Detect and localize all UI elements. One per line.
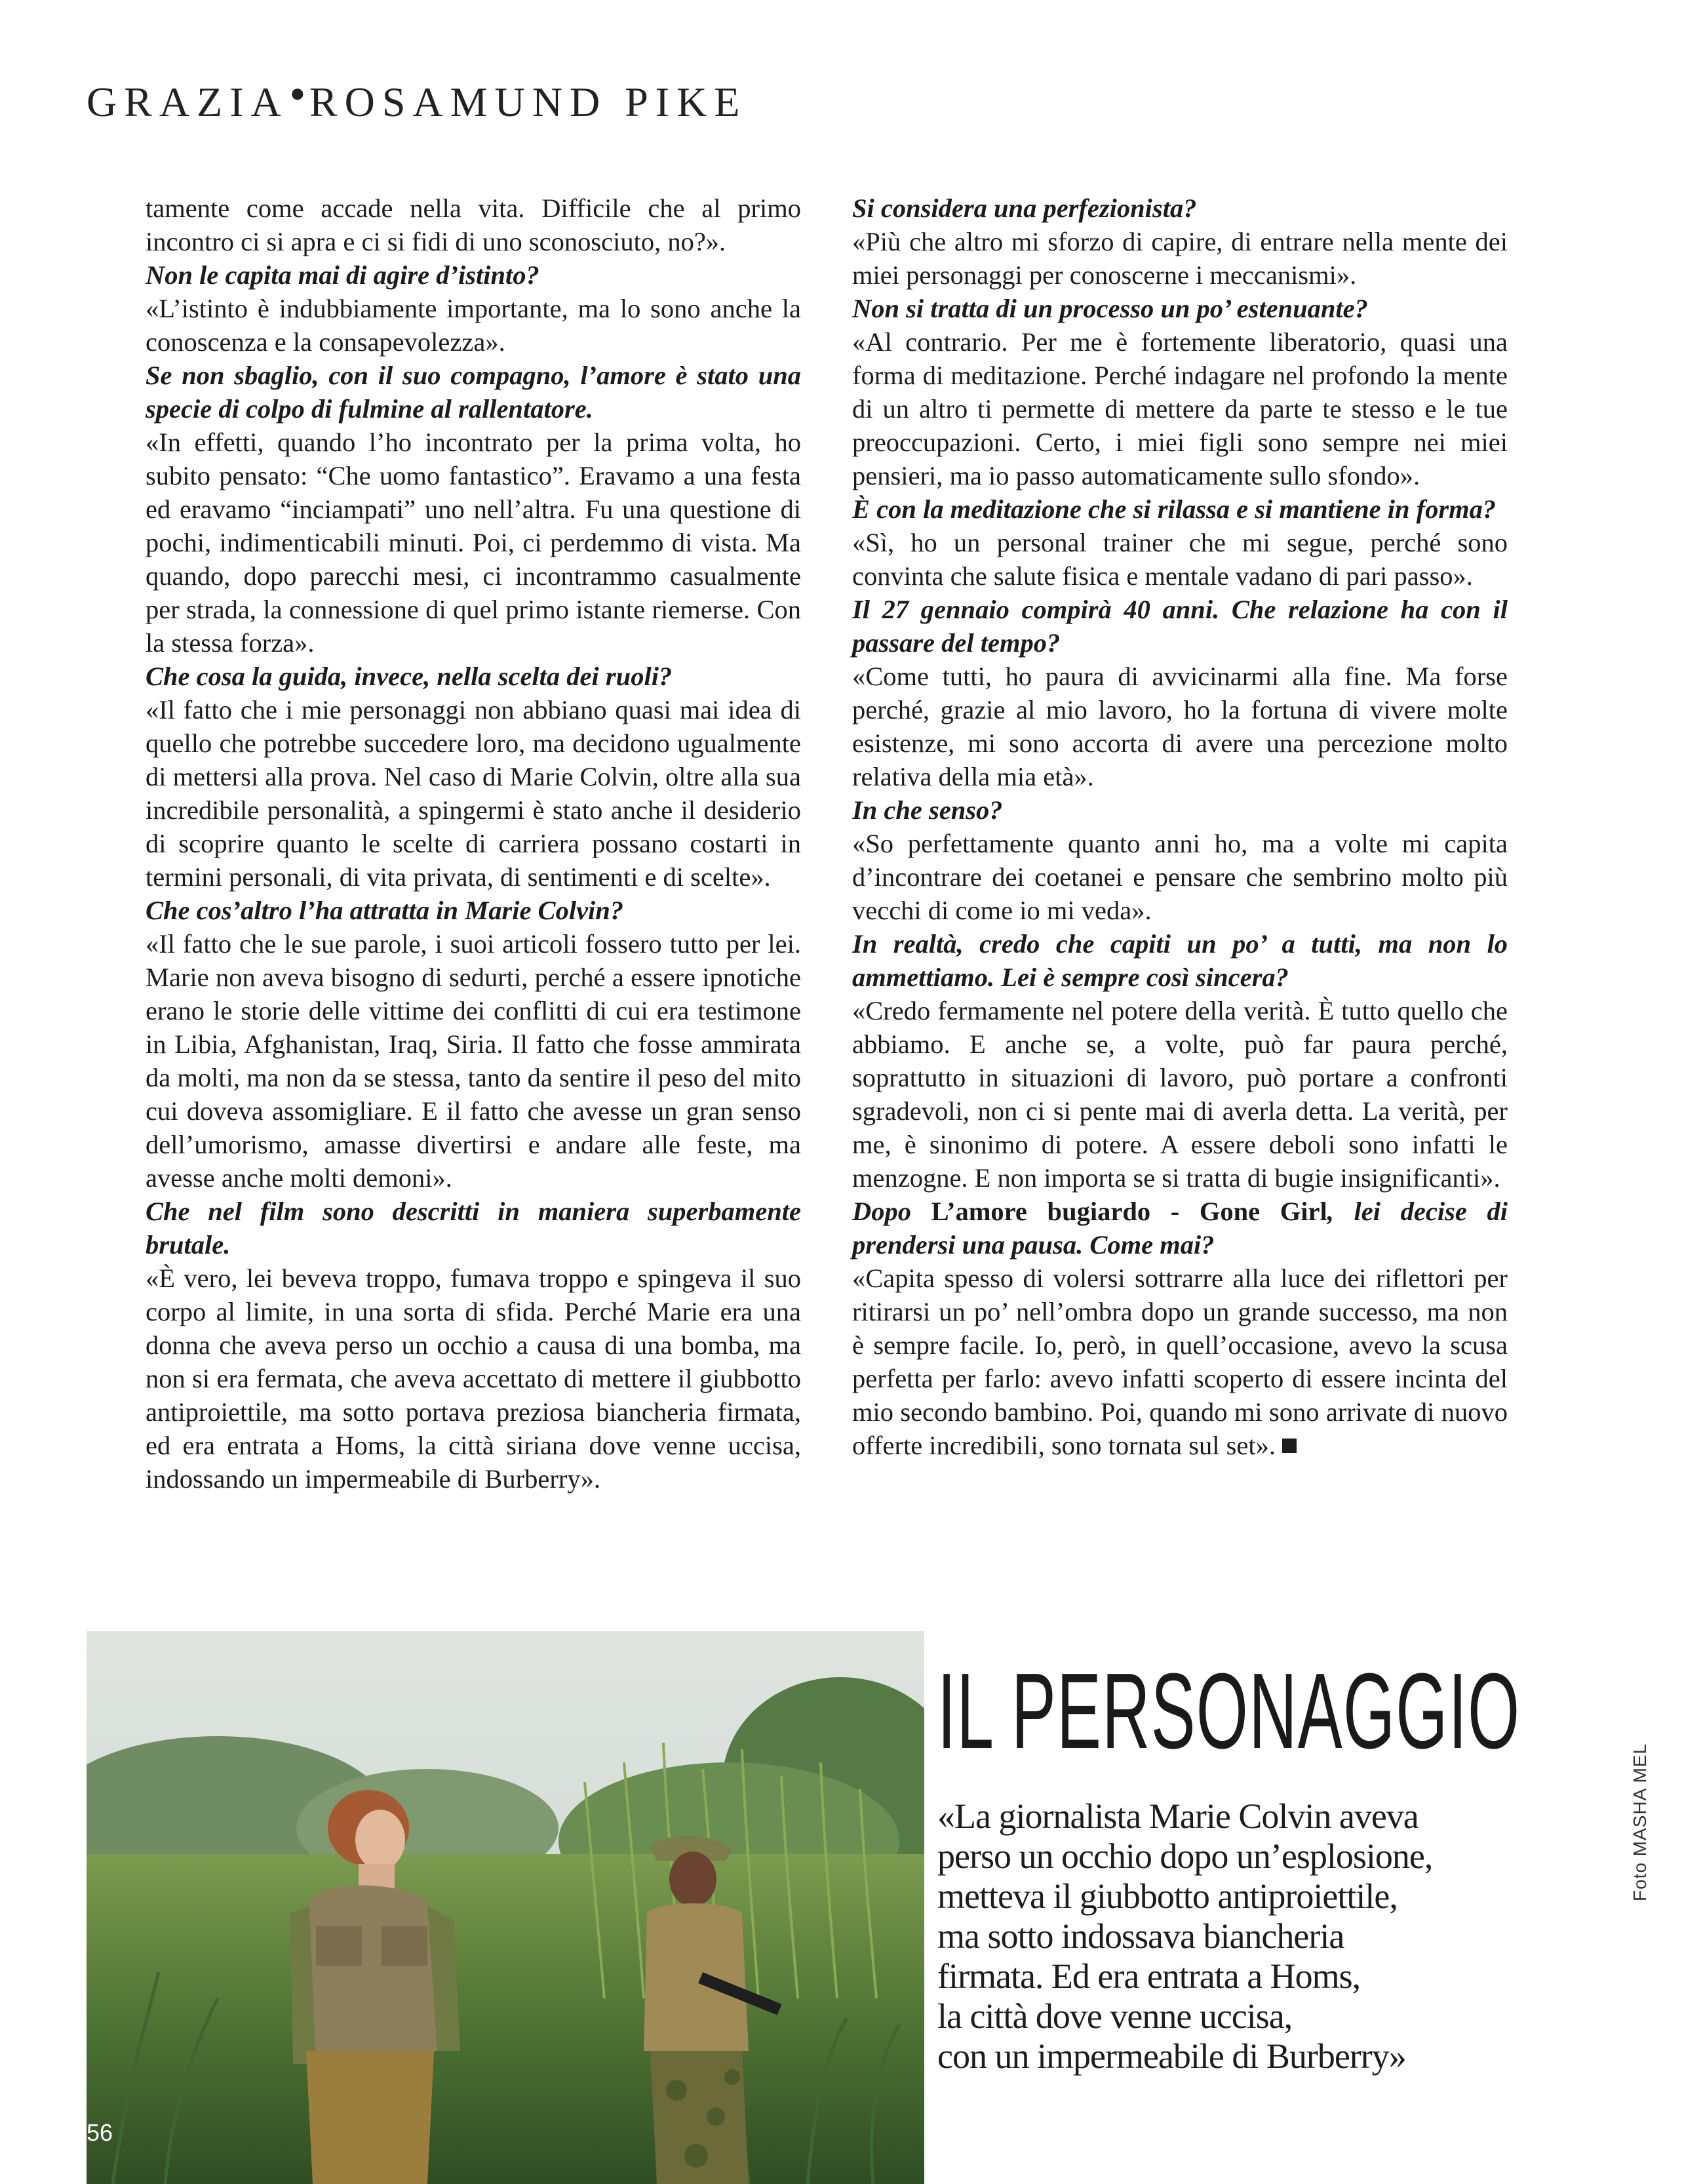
page-number: 56 — [87, 2119, 113, 2146]
interview-question: In che senso? — [852, 795, 1003, 825]
interview-answer: «Il fatto che le sue parole, i suoi articoli fossero tutto per lei. Marie non aveva bisogno di sedurti, perché a essere ipnotiche erano le storie delle vittime dei conflitti di cui era testimone in Libia, Afghanistan, Iraq, Siria. Il fatto che fosse ammirata da molti, ma non da se stessa, tanto da sentire il peso del mito cui doveva assomigliare. E il fatto che avesse un gran senso dell’umorismo, amasse divertirsi e andare alle feste, ma avesse anche molti demoni». — [146, 929, 801, 1193]
interview-answer: «Credo fermamente nel potere della verità. È tutto quello che abbiamo. E anche se, a volte, può far paura perché, soprattutto in situazioni di lavoro, può portare a confronti sgradevoli, non ci si pente mai di averla detta. La verità, per me, è sinonimo di potere. A essere deboli sono infatti le menzogne. E non importa se si tratta di bugie insignificanti». — [852, 996, 1508, 1193]
interview-question: Che cos’altro l’ha attratta in Marie Colvin? — [146, 896, 624, 925]
interview-answer: «Sì, ho un personal trainer che mi segue, perché sono convinta che salute fisica e mentale vadano di pari passo». — [852, 528, 1508, 591]
film-still-photo — [87, 1631, 924, 2184]
pull-quote-line: metteva il giubbotto antiproiettile, — [937, 1876, 1398, 1916]
interview-question — [852, 1195, 1508, 1261]
pull-quote-line: perso un occhio dopo un’esplosione, — [937, 1837, 1433, 1876]
interview-question: Si considera una perfezionista? — [852, 193, 1197, 223]
film-title: L’amore bugiardo - Gone Girl — [931, 1197, 1327, 1226]
answer-text: «Capita spesso di volersi sottrarre alla luce dei riflettori per ritirarsi un po’ nell’ombra dopo un grande successo, ma non è sempre facile. Io, però, in quell’occasione, avevo la scusa perfetta per farlo: avevo infatti scoperto di essere incinta del mio secondo bambino. Poi, quando mi sono arrivate di nuovo offerte incredibili, sono tornata sul set». — [852, 1263, 1508, 1460]
interview-question: Non le capita mai di agire d’istinto? — [146, 260, 539, 290]
interview-question: In realtà, credo che capiti un po’ a tutti, ma non lo ammettiamo. Lei è sempre così sincera? — [852, 929, 1508, 992]
interview-question: Che cosa la guida, invece, nella scelta dei ruoli? — [146, 662, 673, 691]
header-dot: ● — [289, 78, 305, 108]
brand-name: GRAZIA — [87, 79, 288, 125]
pull-quote-line: ma sotto indossava biancheria — [937, 1916, 1344, 1956]
question-text: Dopo — [852, 1197, 931, 1226]
interview-question: Il 27 gennaio compirà 40 anni. Che relazione ha con il passare del tempo? — [852, 595, 1508, 658]
photo-illustration — [87, 1631, 924, 2184]
interview-answer: tamente come accade nella vita. Difficile che al primo incontro ci si apra e ci si fidi di uno sconosciuto, no?». — [146, 193, 801, 256]
text-column-right — [852, 191, 1508, 1462]
running-head — [87, 77, 747, 127]
interview-question: Se non sbaglio, con il suo compagno, l’amore è stato una specie di colpo di fulmine al rallentatore. — [146, 361, 801, 424]
photo-credit: Foto MASHA MEL — [1630, 1743, 1650, 1901]
end-of-article-mark — [1282, 1439, 1297, 1453]
interview-answer — [852, 1261, 1508, 1462]
interview-answer: «Più che altro mi sforzo di capire, di entrare nella mente dei miei personaggi per conoscerne i meccanismi». — [852, 227, 1508, 290]
section-title: IL PERSONAGGIO — [937, 1651, 1521, 1771]
interview-question: Non si tratta di un processo un po’ estenuante? — [852, 294, 1368, 323]
pull-quote-line: la città dove venne uccisa, — [937, 1996, 1293, 2036]
text-column-left — [146, 191, 801, 1496]
pull-quote-line: «La giornalista Marie Colvin aveva — [937, 1797, 1419, 1836]
pull-quote-line: firmata. Ed era entrata a Homs, — [937, 1956, 1361, 1996]
interview-answer: «Il fatto che i mie personaggi non abbiano quasi mai idea di quello che potrebbe succedere loro, ma decidono ugualmente di mettersi alla prova. Nel caso di Marie Colvin, oltre alla sua incredibile personalità, a spingermi è stato anche il desiderio di scoprire quanto le scelte di carriera possano costarti in termini personali, di vita privata, di sentimenti e di scelte». — [146, 695, 801, 892]
interview-question: Che nel film sono descritti in maniera superbamente brutale. — [146, 1197, 801, 1260]
interview-answer: «L’istinto è indubbiamente importante, ma lo sono anche la conoscenza e la consapevolezza». — [146, 294, 801, 357]
interview-answer: «È vero, lei beveva troppo, fumava troppo e spingeva il suo corpo al limite, in una sorta di sfida. Perché Marie era una donna che aveva perso un occhio a causa di una bomba, ma non si era fermata, che aveva accettato di mettere il giubbotto antiproiettile, ma sotto portava preziosa biancheria firmata, ed era entrata a Homs, la città siriana dove venne uccisa, indossando un impermeabile di Burberry». — [146, 1263, 801, 1494]
pull-quote-line: con un impermeabile di Burberry» — [937, 2036, 1406, 2076]
article-subject: ROSAMUND PIKE — [309, 79, 747, 125]
interview-answer: «In effetti, quando l’ho incontrato per la prima volta, ho subito pensato: “Che uomo fantastico”. Eravamo a una festa ed eravamo “inciampati” uno nell’altra. Fu una questione di pochi, indimenticabili minuti. Poi, ci perdemmo di vista. Ma quando, dopo parecchi mesi, ci incontrammo casualmente per strada, la connessione di quel primo istante riemerse. Con la stessa forza». — [146, 427, 801, 658]
interview-answer: «Come tutti, ho paura di avvicinarmi alla fine. Ma forse perché, grazie al mio lavoro, ho la fortuna di vivere molte esistenze, mi sono accorta di avere una percezione molto relativa della mia età». — [852, 662, 1508, 791]
interview-question: È con la meditazione che si rilassa e si mantiene in forma? — [852, 494, 1497, 524]
pull-quote — [937, 1797, 1567, 2076]
question-text: , lei decise di prendersi una pausa. Come mai? — [852, 1197, 1508, 1260]
interview-answer: «So perfettamente quanto anni ho, ma a volte mi capita d’incontrare dei coetanei e pensare che sembrino molto più vecchi di come io mi veda». — [852, 829, 1508, 925]
interview-answer: «Al contrario. Per me è fortemente liberatorio, quasi una forma di meditazione. Perché indagare nel profondo la mente di un altro ti permette di mettere da parte te stesso e le tue preoccupazioni. Certo, i miei figli sono sempre nei miei pensieri, ma io passo automaticamente sullo sfondo». — [852, 327, 1508, 490]
